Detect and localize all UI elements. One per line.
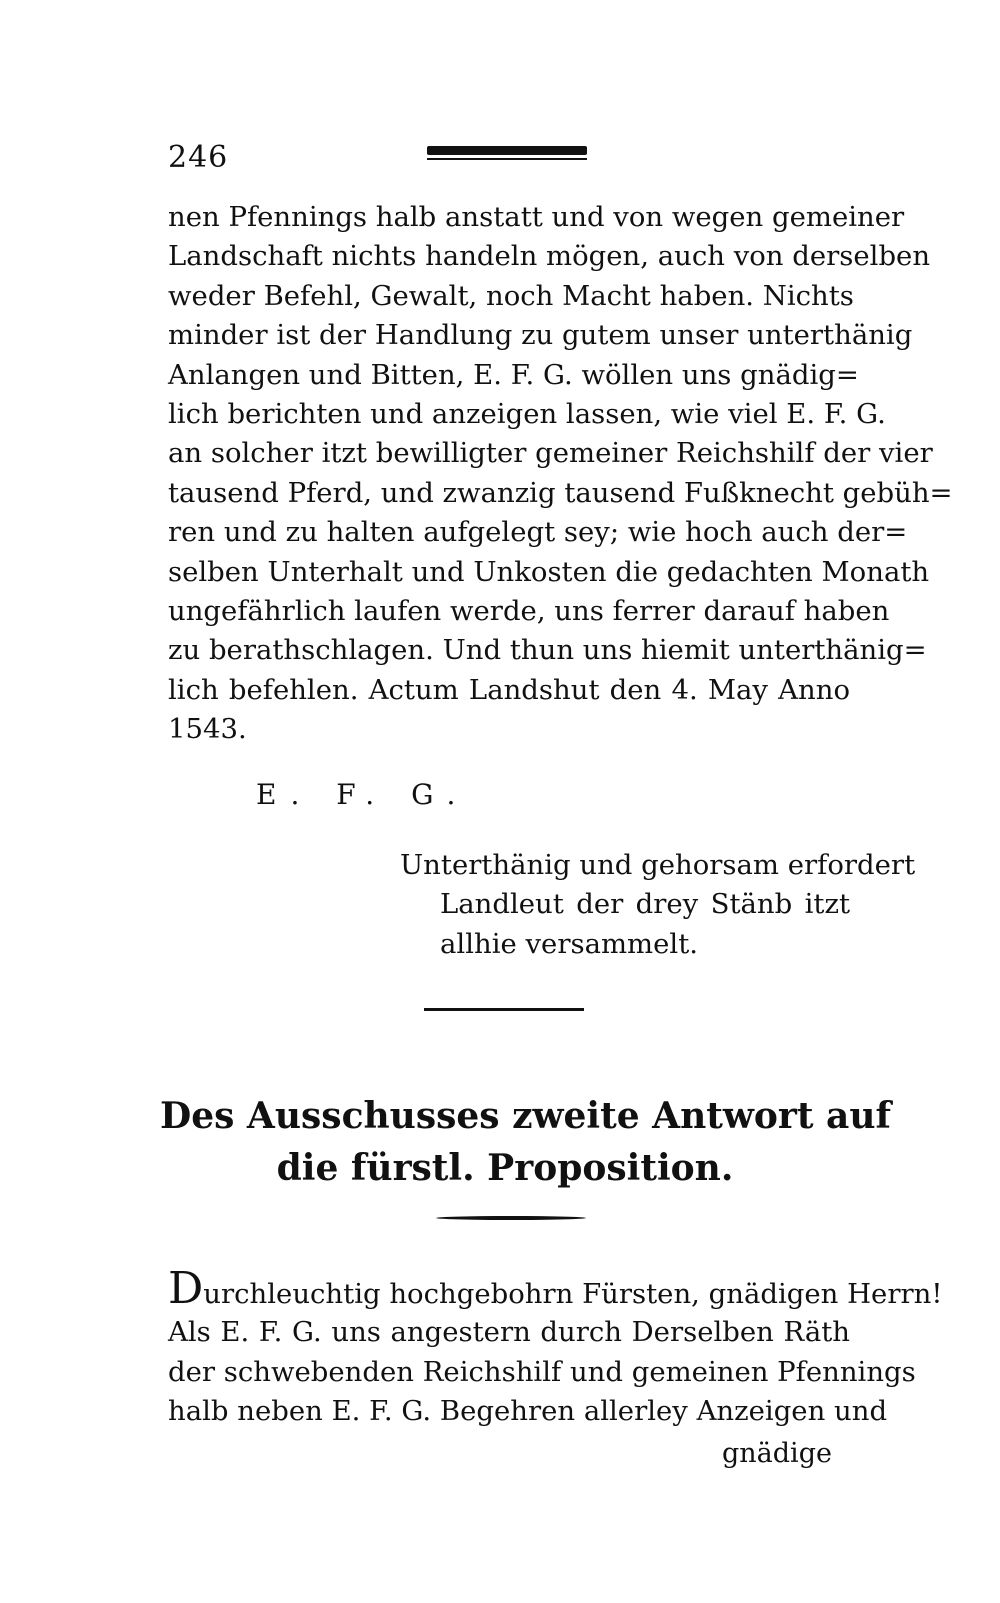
text-line: der schwebenden Reichshilf und gemeinen Pfennings: [168, 1355, 916, 1388]
closing-line: Unterthänig und gehorsam erfordert: [400, 849, 916, 881]
paragraph-continuation: [168, 198, 953, 749]
section-divider: [424, 1008, 584, 1011]
text-line: Als E. F. G. uns angestern durch Derselben Räth: [168, 1316, 850, 1349]
text-line: an solcher itzt bewilligter gemeiner Reichshilf der vier: [168, 437, 933, 470]
text-line: zu berathschlagen. Und thun uns hiemit unterthänig=: [168, 634, 927, 667]
text-line: 1543.: [168, 713, 247, 746]
heading-line: die fürstl. Proposition.: [276, 1147, 734, 1189]
signature-initials: E. F. G.: [256, 778, 470, 811]
text-line: ren und zu halten aufgelegt sey; wie hoch auch der=: [168, 516, 908, 549]
text-line: [168, 1263, 943, 1314]
text-line: weder Befehl, Gewalt, noch Macht haben. Nichts: [168, 279, 854, 312]
text-line: halb neben E. F. G. Begehren allerley Anzeigen und: [168, 1395, 888, 1428]
text-line: lich berichten und anzeigen lassen, wie viel E. F. G.: [168, 397, 886, 430]
paragraph-new-section: [168, 1263, 943, 1432]
section-heading: [160, 1090, 892, 1194]
closing-line: Landleut der drey Stänb itzt: [440, 888, 850, 921]
heading-ornament-rule: [436, 1216, 586, 1220]
text-line: minder ist der Handlung zu gutem unser unterthänig: [168, 319, 913, 352]
text-line: nen Pfennings halb anstatt und von wegen gemeiner: [168, 201, 905, 233]
closing-line: allhie versammelt.: [440, 927, 698, 960]
text-line: tausend Pferd, und zwanzig tausend Fußknecht gebüh=: [168, 476, 953, 509]
text-line: ungefährlich laufen werde, uns ferrer darauf haben: [168, 594, 890, 627]
page-number: 246: [168, 140, 229, 175]
text-line: selben Unterhalt und Unkosten die gedachten Monath: [168, 555, 930, 588]
catchword: gnädige: [722, 1438, 832, 1469]
text-line: Landschaft nichts handeln mögen, auch von derselben: [168, 240, 931, 273]
closing-formula: [400, 846, 916, 964]
text-line-rest: urchleuchtig hochgebohrn Fürsten, gnädigen Herrn!: [203, 1278, 943, 1310]
drop-cap: D: [168, 1263, 204, 1314]
header-rule: [427, 146, 587, 155]
text-line: lich befehlen. Actum Landshut den 4. May Anno: [168, 673, 850, 706]
text-line: Anlangen und Bitten, E. F. G. wöllen uns gnädig=: [168, 358, 859, 391]
heading-line: Des Ausschusses zweite Antwort auf: [160, 1095, 892, 1137]
